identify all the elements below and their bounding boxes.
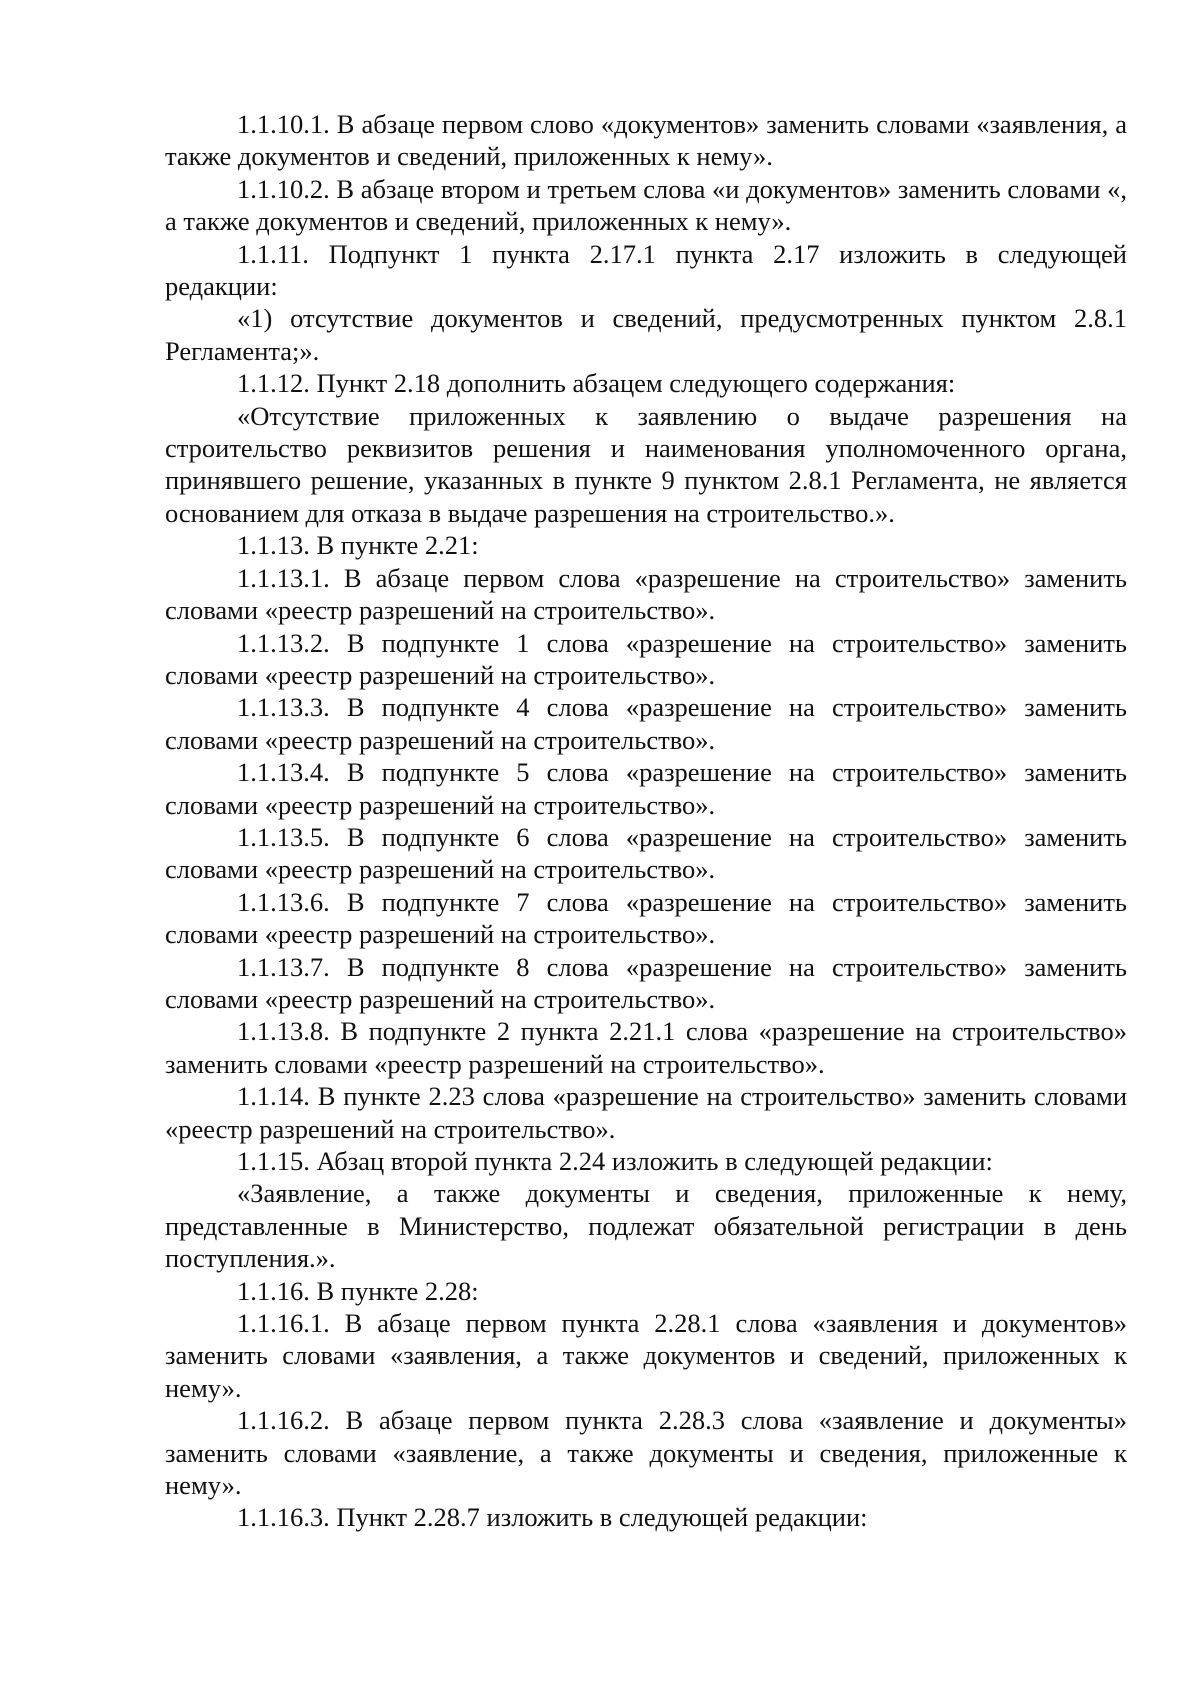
paragraph: 1.1.13.6. В подпункте 7 слова «разрешение на строительство» заменить словами «реестр разрешений на строительство». — [165, 886, 1127, 950]
paragraph: «Отсутствие приложенных к заявлению о выдаче разрешения на строительство реквизитов решения и наименования уполномоченного органа, принявшего решение, указанных в пункте 9 пунктом 2.8.1 Регламента, не является основанием для отказа в выдаче разрешения на строительство.». — [165, 400, 1127, 528]
paragraph: «1) отсутствие документов и сведений, предусмотренных пунктом 2.8.1 Регламента;». — [165, 303, 1127, 366]
paragraph: 1.1.16.1. В абзаце первом пункта 2.28.1 слова «заявления и документов» заменить словами «заявления, а также документов и сведений, приложенных к нему». — [165, 1308, 1127, 1403]
paragraph: 1.1.16.3. Пункт 2.28.7 изложить в следующей редакции: — [237, 1502, 868, 1533]
paragraph: 1.1.13.4. В подпункте 5 слова «разрешение на строительство» заменить словами «реестр разрешений на строительство». — [165, 757, 1127, 820]
paragraph: 1.1.13.8. В подпункте 2 пункта 2.21.1 слова «разрешение на строительство» заменить словами «реестр разрешений на строительство». — [165, 1016, 1127, 1079]
paragraph: 1.1.13.5. В подпункте 6 слова «разрешение на строительство» заменить словами «реестр разрешений на строительство». — [165, 821, 1127, 885]
paragraph: 1.1.12. Пункт 2.18 дополнить абзацем следующего содержания: — [237, 368, 956, 399]
paragraph: 1.1.14. В пункте 2.23 слова «разрешение на строительство» заменить словами «реестр разрешений на строительство». — [165, 1081, 1127, 1144]
paragraph: «Заявление, а также документы и сведения, приложенные к нему, представленные в Министерство, подлежат обязательной регистрации в день поступления.». — [165, 1178, 1127, 1274]
paragraph: 1.1.11. Подпункт 1 пункта 2.17.1 пункта 2.17 изложить в следующей редакции: — [165, 238, 1127, 302]
paragraph: 1.1.10.1. В абзаце первом слово «документов» заменить словами «заявления, а также документов и сведений, приложенных к нему». — [165, 109, 1127, 172]
paragraph: 1.1.15. Абзац второй пункта 2.24 изложить в следующей редакции: — [237, 1146, 993, 1176]
paragraph: 1.1.10.2. В абзаце втором и третьем слова «и документов» заменить словами «, а также документов и сведений, приложенных к нему». — [165, 173, 1127, 237]
paragraph: 1.1.13.1. В абзаце первом слова «разрешение на строительство» заменить словами «реестр разрешений на строительство». — [165, 562, 1127, 626]
paragraph: 1.1.16.2. В абзаце первом пункта 2.28.3 слова «заявление и документы» заменить словами «заявление, а также документы и сведения, приложенные к нему». — [165, 1405, 1127, 1501]
paragraph: 1.1.13.2. В подпункте 1 слова «разрешение на строительство» заменить словами «реестр разрешений на строительство». — [165, 627, 1127, 690]
paragraph: 1.1.13.7. В подпункте 8 слова «разрешение на строительство» заменить словами «реестр разрешений на строительство». — [165, 951, 1127, 1014]
paragraph: 1.1.13. В пункте 2.21: — [237, 530, 479, 561]
document-page — [165, 108, 1127, 1534]
paragraph: 1.1.16. В пункте 2.28: — [237, 1275, 479, 1306]
paragraph: 1.1.13.3. В подпункте 4 слова «разрешение на строительство» заменить словами «реестр разрешений на строительство». — [165, 692, 1127, 755]
